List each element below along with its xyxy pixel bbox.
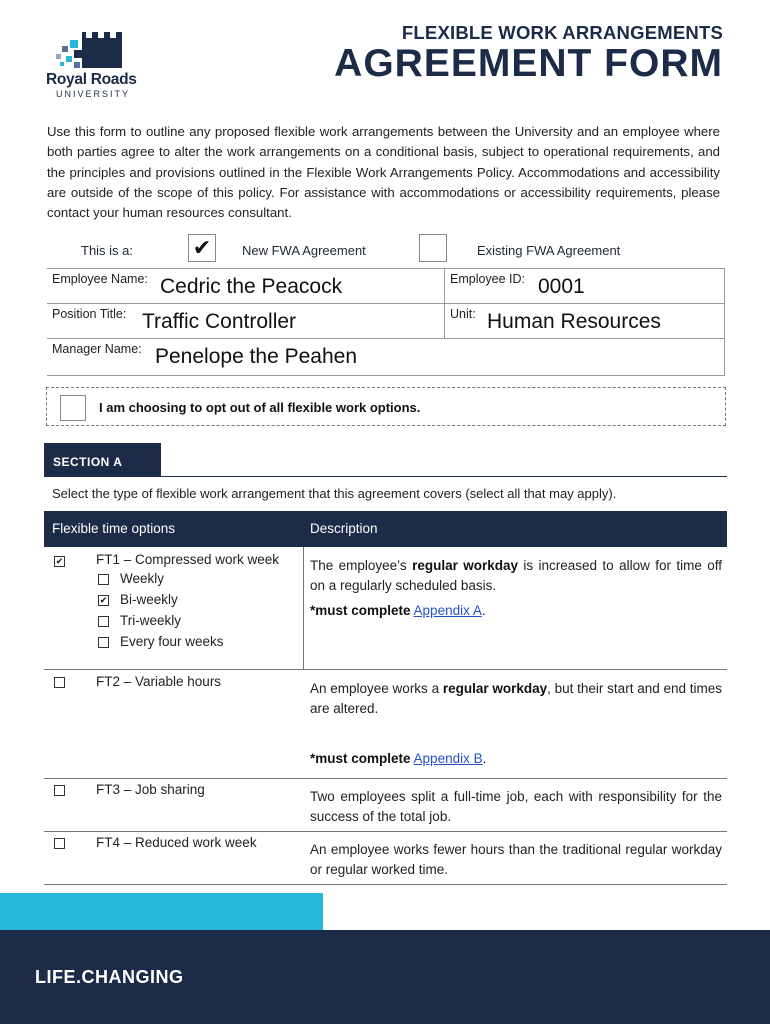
footer-accent-bar bbox=[0, 893, 323, 930]
position-title-field[interactable] bbox=[47, 304, 444, 339]
employee-id-value: 0001 bbox=[538, 275, 585, 298]
table-row-ft3 bbox=[44, 779, 727, 832]
ft1-weekly-label: Weekly bbox=[120, 571, 165, 586]
footer bbox=[0, 930, 770, 1024]
ft3-checkbox[interactable] bbox=[54, 785, 65, 796]
unit-field[interactable] bbox=[445, 304, 725, 339]
existing-fwa-checkbox[interactable] bbox=[419, 234, 447, 262]
section-a-instruction: Select the type of flexible work arrangement that this agreement covers (select all that may apply). bbox=[52, 486, 617, 501]
col-description: Description bbox=[310, 521, 378, 536]
ft1-every-four-weeks-checkbox[interactable] bbox=[98, 637, 109, 648]
form-supertitle: FLEXIBLE WORK ARRANGEMENTS bbox=[401, 22, 723, 43]
ft2-checkbox[interactable] bbox=[54, 677, 65, 688]
agreement-type-row bbox=[47, 234, 725, 266]
existing-fwa-label: Existing FWA Agreement bbox=[477, 243, 621, 258]
ft1-biweekly-checkbox[interactable]: ✔ bbox=[99, 595, 108, 605]
ft1-biweekly-label: Bi-weekly bbox=[120, 592, 178, 607]
opt-out-label: I am choosing to opt out of all flexible work options. bbox=[99, 400, 421, 415]
ft2-must-complete: *must complete Appendix B. bbox=[310, 751, 487, 766]
unit-value: Human Resources bbox=[487, 310, 661, 333]
form-title: AGREEMENT FORM bbox=[334, 42, 723, 85]
manager-name-value: Penelope the Peahen bbox=[155, 345, 358, 368]
university-logo bbox=[46, 32, 141, 102]
new-fwa-checkbox[interactable] bbox=[188, 234, 216, 262]
section-divider bbox=[161, 476, 727, 477]
ft4-checkbox[interactable] bbox=[54, 838, 65, 849]
section-a-tab: SECTION A bbox=[44, 443, 161, 477]
logo-pixel-icon bbox=[56, 32, 122, 68]
table-row-ft4 bbox=[44, 832, 727, 885]
intro-paragraph: Use this form to outline any proposed flexible work arrangements between the University and an employee where both parties agree to alter the work arrangements on a conditional basis, subject to operational requirements, and the principles and provisions outlined in the Flexible Work Arrangements Policy. Accommodations and accessibility are outside of the scope of this policy. For assistance with accommodations or accessibility requirements, please contact your human resources consultant. bbox=[47, 124, 720, 221]
ft2-description: An employee works a regular workday, but their start and end times are altered. bbox=[310, 681, 723, 716]
opt-out-checkbox[interactable] bbox=[60, 395, 86, 421]
column-divider bbox=[444, 269, 445, 339]
table-row-ft2 bbox=[44, 670, 727, 779]
ft1-triweekly-checkbox[interactable] bbox=[98, 616, 109, 627]
ft4-label: FT4 – Reduced work week bbox=[96, 835, 257, 850]
position-title-label: Position Title: bbox=[52, 307, 127, 321]
ft1-triweekly-label: Tri-weekly bbox=[120, 613, 182, 628]
logo-name: Royal Roads bbox=[46, 71, 137, 88]
manager-name-field[interactable] bbox=[47, 339, 725, 376]
ft3-label: FT3 – Job sharing bbox=[96, 782, 205, 797]
appendix-b-link[interactable]: Appendix B bbox=[413, 751, 483, 766]
logo-subtitle: UNIVERSITY bbox=[56, 89, 131, 99]
agreement-type-label: This is a: bbox=[81, 243, 134, 258]
ft1-every-four-weeks-label: Every four weeks bbox=[120, 634, 224, 649]
opt-out-row bbox=[46, 387, 726, 426]
footer-tagline: LIFE.CHANGING bbox=[35, 967, 184, 987]
employee-name-field[interactable] bbox=[47, 269, 444, 304]
employee-id-label: Employee ID: bbox=[450, 272, 526, 286]
col-flexible-time-options: Flexible time options bbox=[52, 521, 176, 536]
ft1-description: The employee’s regular workday is increased to allow for time off on a regularly scheduled basis. bbox=[310, 558, 722, 593]
ft3-description: Two employees split a full-time job, each with responsibility for the success of the total job. bbox=[310, 789, 722, 824]
checkmark-icon: ✔ bbox=[192, 235, 212, 260]
table-header bbox=[44, 511, 727, 547]
position-title-value: Traffic Controller bbox=[142, 310, 297, 333]
employee-name-label: Employee Name: bbox=[52, 272, 148, 286]
ft1-checkbox[interactable]: ✔ bbox=[55, 556, 64, 566]
employee-id-field[interactable] bbox=[445, 269, 725, 304]
employee-info-grid bbox=[47, 268, 725, 375]
appendix-a-link[interactable]: Appendix A bbox=[413, 603, 482, 618]
ft1-label: FT1 – Compressed work week bbox=[96, 552, 280, 567]
employee-name-value: Cedric the Peacock bbox=[160, 275, 343, 298]
ft4-description: An employee works fewer hours than the traditional regular workday or regular worked time. bbox=[310, 842, 722, 877]
new-fwa-label: New FWA Agreement bbox=[242, 243, 366, 258]
table-row-ft1 bbox=[44, 547, 727, 670]
ft1-weekly-checkbox[interactable] bbox=[98, 574, 109, 585]
unit-label: Unit: bbox=[450, 307, 476, 321]
ft2-label: FT2 – Variable hours bbox=[96, 674, 222, 689]
ft1-must-complete: *must complete Appendix A. bbox=[310, 603, 486, 618]
manager-name-label: Manager Name: bbox=[52, 342, 142, 356]
